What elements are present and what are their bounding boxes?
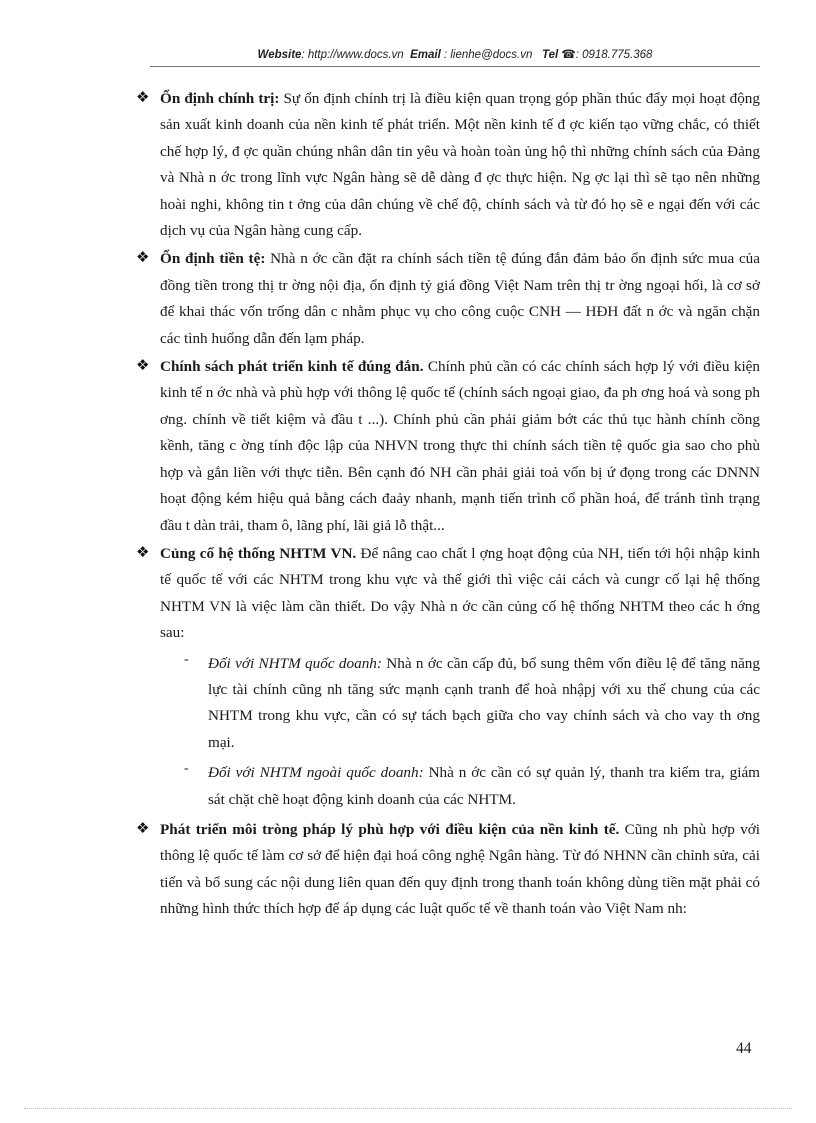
bullet-title: Chính sách phát triển kinh tế đúng đắn.	[160, 358, 424, 376]
bullet-title: Ổn định chính trị:	[160, 90, 280, 107]
bullet-text: Nhà n ớc cần đặt ra chính sách tiền tệ đúng đắn đảm bảo ổn định sức mua của đồng tiền trong thị tr ờng nội địa, ổn định tỷ giá đồng Việt Nam trên thị tr ờng ngoại hối, là cơ sở để khai thác vốn trống dân c nhằm phục vụ cho công cuộc CNH — HĐH đất n ớc và ngăn chặn các tình huống dẫn đến lạm pháp.	[160, 250, 761, 347]
diamond-bullet-icon: ❖	[136, 356, 150, 375]
bullet-title: Phát triển môi tròng pháp lý phù hợp với điều kiện của nền kinh tế.	[160, 820, 620, 838]
bullet-economic-policy	[136, 354, 760, 539]
diamond-bullet-icon: ❖	[136, 248, 150, 267]
bullet-title: Ổn định tiền tệ:	[160, 250, 266, 268]
bullet-consolidate-nhtm	[136, 541, 760, 647]
diamond-bullet-icon: ❖	[136, 542, 150, 561]
bullet-monetary-stability	[136, 246, 760, 352]
bullet-political-stability	[136, 86, 760, 244]
dash-bullet: -	[184, 651, 189, 667]
email-value[interactable]: : lienhe@docs.vn	[443, 49, 533, 61]
document-body	[136, 86, 760, 923]
page-number: 44	[736, 1040, 752, 1057]
bullet-text: Sự ổn định chính trị là điều kiện quan trọng góp phần thúc đẩy mọi hoạt động sản xuất kinh doanh của nền kinh tế phát triển. Một nền kinh tế đ ợc kiến tạo vững chắc, có thiết chế hợp lý, đ ợc quần chúng nhân dân tin yêu và hoàn toàn ủng hộ thì những chính sách của Đảng và Nhà n ớc trong lĩnh vực Ngân hàng sẽ dễ dàng đ ợc thực hiện. Ng ợc lại thì sẽ tạo nên những hoài nghi, không tin t ởng của dân chúng về chế độ, chính sách và từ đó họ sẽ e ngại đến với các dịch vụ của Ngân hàng cung cấp.	[160, 90, 760, 240]
sub-item-title: Đối với NHTM ngoài quốc doanh:	[208, 764, 424, 782]
bullet-text: Để nâng cao chất l ợng hoạt động của NH, tiến tới hội nhập kinh tế quốc tế với các NHTM trong khu vực và thế giới thì việc cải cách và cungr cố lại hệ thống NHTM VN là việc làm cần thiết. Do vậy Nhà n ớc cần củng cố hệ thống NHTM theo các h ớng sau:	[160, 544, 760, 642]
tel-label: Tel ☎	[541, 49, 576, 61]
sub-item-text: Nhà n ớc cần cấp đủ, bổ sung thêm vốn điều lệ để tăng năng lực tài chính cũng nh tăng sức mạnh cạnh tranh để hoà nhậpj với xu thế chung của các NHTM trong khu vực, cần có sự tách bạch giữa cho vay chính sách và cho vay th ơng mại.	[208, 654, 760, 751]
header-divider	[150, 66, 760, 67]
diamond-bullet-icon: ❖	[136, 818, 150, 837]
sub-item-non-state	[136, 760, 760, 813]
dash-bullet: -	[184, 761, 189, 777]
diamond-bullet-icon: ❖	[136, 88, 150, 106]
sub-item-text: Nhà n ớc cần có sự quản lý, thanh tra kiểm tra, giám sát chặt chẽ hoạt động kinh doanh của các NHTM.	[208, 764, 760, 808]
sub-item-title: Đối với NHTM quốc doanh:	[208, 654, 382, 672]
website-label: Website	[257, 49, 302, 61]
tel-value: : 0918.775.368	[575, 49, 653, 61]
page-header	[150, 47, 760, 61]
website-value[interactable]: : http://www.docs.vn	[301, 49, 404, 61]
bullet-title: Củng cố hệ thống NHTM VN.	[160, 544, 357, 562]
bullet-text: Cũng nh phù hợp với thông lệ quốc tế làm cơ sở để hiện đại hoá công nghệ Ngân hàng. Từ đó NHNN cần chỉnh sửa, cải tiến và bổ sung các nội dung liên quan đến quy định trong thanh toán không dùng tiền mặt phải có những hình thức thích hợp để áp dụng các luật quốc tế về thanh toán vào Việt Nam nh:	[160, 820, 760, 918]
footer-divider	[24, 1108, 792, 1109]
sub-item-state-owned	[136, 651, 760, 757]
bullet-legal-environment	[136, 817, 760, 923]
bullet-text: Chính phủ cần có các chính sách hợp lý với điều kiện kinh tế n ớc nhà và phù hợp với thông lệ quốc tế (chính sách ngoại giao, đa ph ơng hoá và song ph ơng. chính về tiết kiệm và đầu t ...). Chính phủ cần phải giảm bớt các thủ tục hành chính cồng kềnh, tăng c ờng tính độc lập của NHVN trong thực thi chính sách tiền tệ quốc gia sao cho phù hợp và gắn liền với thực tiễn. Bên cạnh đó NH cần phải giải toả vốn bị ứ đọng trong các DNNN hoạt động kém hiệu quả bằng cách đaảy nhanh, mạnh tiến trình cổ phần hoá, để tránh tình trạng đầu t dàn trải, tham ô, lãng phí, lãi giả lỗ thật...	[160, 358, 760, 534]
email-label: Email	[410, 49, 441, 61]
